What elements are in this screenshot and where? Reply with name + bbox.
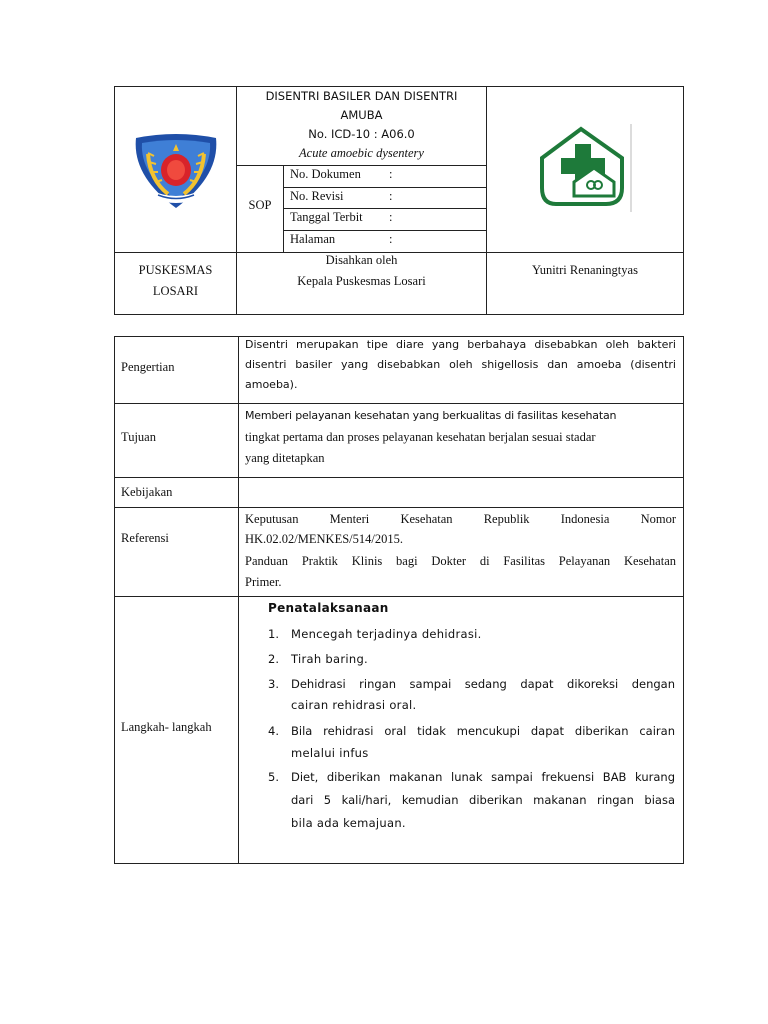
step-number: 1. bbox=[268, 627, 279, 641]
sop-title-line1: DISENTRI BASILER DAN DISENTRI bbox=[265, 89, 458, 103]
step-text-line: Mencegah terjadinya dehidrasi. bbox=[291, 627, 482, 641]
doc-field-label: Tanggal Terbit bbox=[290, 210, 363, 224]
tujuan-text-line: Memberi pelayanan kesehatan yang berkualitas di fasilitas kesehatan bbox=[245, 409, 617, 422]
referensi-text-line: Panduan Praktik Klinis bagi Dokter di Fasilitas Pelayanan Kesehatan bbox=[245, 554, 676, 568]
icd-code: No. ICD-10 : A06.0 bbox=[308, 127, 415, 141]
section-label-referensi: Referensi bbox=[121, 531, 169, 545]
step-number: 4. bbox=[268, 724, 279, 738]
sop-subtitle: Acute amoebic dysentery bbox=[299, 146, 424, 160]
step-number: 3. bbox=[268, 677, 279, 691]
doc-field-label: No. Dokumen bbox=[290, 167, 361, 181]
puskesmas-logo bbox=[538, 124, 634, 214]
step-text-line: Dehidrasi ringan sampai sedang dapat dikoreksi dengan bbox=[291, 677, 675, 691]
pengertian-text-line: disentri basiler yang disebabkan oleh shigellosis dan amoeba (disentri bbox=[245, 358, 676, 371]
pengertian-text-line: amoeba). bbox=[245, 378, 298, 391]
sop-label: SOP bbox=[248, 198, 272, 212]
org-name-line1: PUSKESMAS bbox=[138, 263, 213, 277]
doc-field-label: No. Revisi bbox=[290, 189, 344, 203]
step-text-line: Tirah baring. bbox=[291, 652, 368, 666]
section-label-tujuan: Tujuan bbox=[121, 430, 156, 444]
org-name-line2: LOSARI bbox=[152, 284, 199, 298]
referensi-text-line: Keputusan Menteri Kesehatan Republik Indonesia Nomor bbox=[245, 512, 676, 526]
approver-title: Kepala Puskesmas Losari bbox=[297, 274, 426, 288]
regency-emblem-logo bbox=[128, 132, 224, 212]
step-text-line: Diet, diberikan makanan lunak sampai frekuensi BAB kurang bbox=[291, 770, 675, 784]
step-text-line: cairan rehidrasi oral. bbox=[291, 698, 417, 712]
doc-field-sep: : bbox=[389, 232, 393, 246]
step-number: 2. bbox=[268, 652, 279, 666]
doc-field-sep: : bbox=[389, 167, 393, 181]
section-label-langkah: Langkah- langkah bbox=[121, 720, 212, 734]
section-label-pengertian: Pengertian bbox=[121, 360, 175, 374]
langkah-heading: Penatalaksanaan bbox=[268, 601, 389, 615]
sop-title-line2: AMUBA bbox=[340, 108, 383, 122]
referensi-text-line: HK.02.02/MENKES/514/2015. bbox=[245, 532, 403, 546]
doc-field-label: Halaman bbox=[290, 232, 336, 246]
step-text-line: melalui infus bbox=[291, 746, 369, 760]
referensi-text-line: Primer. bbox=[245, 575, 282, 589]
signer-name: Yunitri Renaningtyas bbox=[532, 263, 638, 277]
step-number: 5. bbox=[268, 770, 279, 784]
step-text-line: dari 5 kali/hari, kemudian diberikan makanan ringan biasa bbox=[291, 793, 675, 807]
tujuan-text-line: yang ditetapkan bbox=[245, 451, 325, 465]
step-text-line: bila ada kemajuan. bbox=[291, 816, 406, 830]
section-label-kebijakan: Kebijakan bbox=[121, 485, 173, 499]
tujuan-text-line: tingkat pertama dan proses pelayanan kesehatan berjalan sesuai stadar bbox=[245, 430, 596, 444]
step-text-line: Bila rehidrasi oral tidak mencukupi dapat diberikan cairan bbox=[291, 724, 675, 738]
pengertian-text-line: Disentri merupakan tipe diare yang berbahaya disebabkan oleh bakteri bbox=[245, 338, 676, 351]
approved-by-label: Disahkan oleh bbox=[325, 253, 398, 267]
doc-field-sep: : bbox=[389, 210, 393, 224]
doc-field-sep: : bbox=[389, 189, 393, 203]
